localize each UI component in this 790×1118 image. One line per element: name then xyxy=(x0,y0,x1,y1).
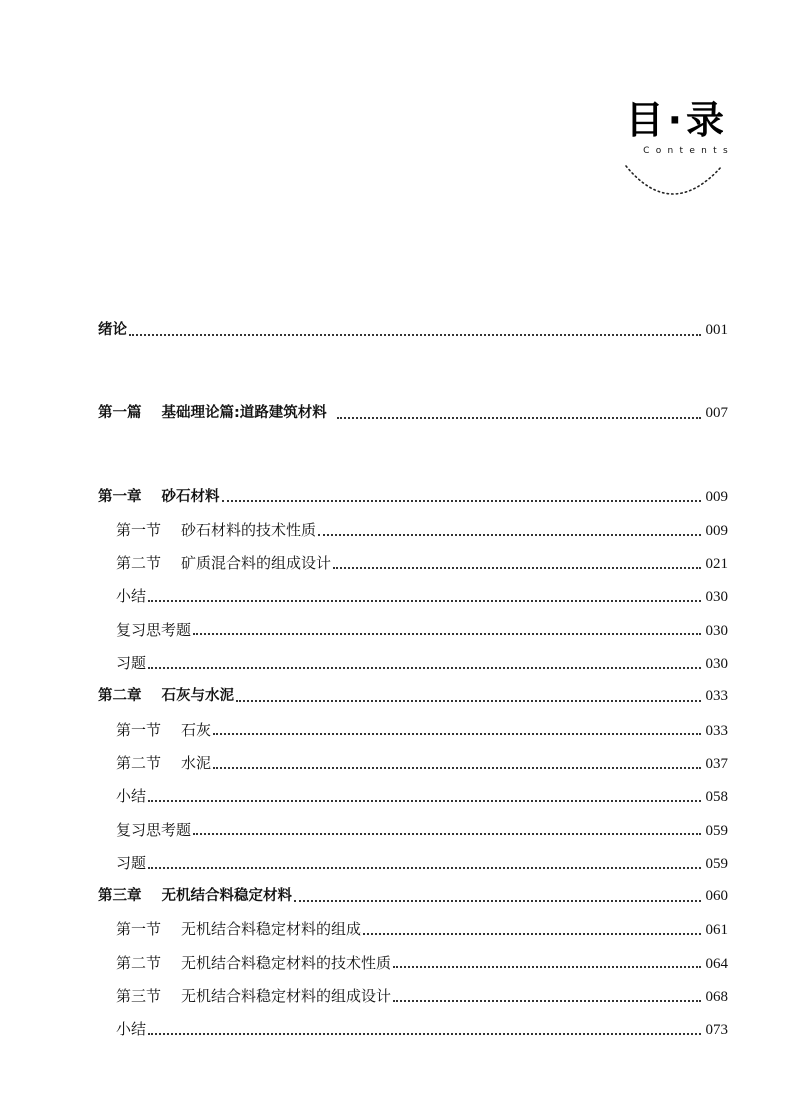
entry-title: 习题 xyxy=(116,654,147,673)
toc-entry-chapter-3[interactable] xyxy=(98,880,728,913)
toc-entry-section[interactable] xyxy=(98,747,728,780)
entry-page: 021 xyxy=(705,556,728,573)
entry-title: 矿质混合料的组成设计 xyxy=(181,554,332,573)
page-title: 目·录 xyxy=(625,98,728,142)
toc-entry-summary[interactable] xyxy=(98,780,728,813)
toc-entry-chapter-2[interactable] xyxy=(98,680,728,713)
entry-title: 绪论 xyxy=(98,322,127,338)
entry-page: 068 xyxy=(705,989,728,1006)
entry-title: 无机结合料稳定材料的组成 xyxy=(181,920,362,939)
entry-number: 第二节 xyxy=(116,953,162,972)
entry-page: 009 xyxy=(705,522,728,539)
dot-leader xyxy=(213,767,700,769)
entry-page: 009 xyxy=(705,488,728,505)
dot-leader xyxy=(213,733,700,735)
entry-number: 第一篇 xyxy=(98,405,142,422)
entry-title: 砂石材料 xyxy=(161,488,220,505)
entry-number: 第一节 xyxy=(116,720,162,739)
toc-entry-review-questions[interactable] xyxy=(98,814,728,847)
entry-page: 033 xyxy=(705,722,728,739)
toc-entry-intro[interactable] xyxy=(98,314,728,347)
entry-page: 033 xyxy=(705,688,728,705)
entry-title: 砂石材料的技术性质 xyxy=(181,520,317,539)
entry-page: 061 xyxy=(705,922,728,939)
entry-number: 第二节 xyxy=(116,554,162,573)
dot-leader xyxy=(148,800,700,802)
entry-number: 第二章 xyxy=(98,688,142,705)
toc-entry-section[interactable] xyxy=(98,547,728,580)
toc-entry-section[interactable] xyxy=(98,714,728,747)
dot-leader xyxy=(148,867,700,869)
dot-leader xyxy=(148,667,700,669)
dot-leader xyxy=(333,567,700,569)
entry-title: 复习思考题 xyxy=(116,620,192,639)
toc-entry-exercises[interactable] xyxy=(98,647,728,680)
toc-entry-summary[interactable] xyxy=(98,1013,728,1046)
entry-title: 水泥 xyxy=(181,753,212,772)
dot-leader xyxy=(294,900,701,902)
dot-leader xyxy=(318,534,700,536)
entry-page: 058 xyxy=(705,789,728,806)
toc-entry-section[interactable] xyxy=(98,514,728,547)
entry-page: 037 xyxy=(705,755,728,772)
toc-entry-exercises[interactable] xyxy=(98,847,728,880)
dot-leader xyxy=(236,700,701,702)
toc-entry-part-1[interactable] xyxy=(98,397,728,430)
entry-page: 001 xyxy=(705,322,728,338)
entry-page: 007 xyxy=(705,405,728,422)
page-subtitle: Contents xyxy=(643,146,734,156)
dot-leader xyxy=(337,417,701,419)
entry-number: 第三章 xyxy=(98,888,142,905)
entry-page: 059 xyxy=(705,822,728,839)
entry-title: 习题 xyxy=(116,853,147,872)
dot-leader xyxy=(393,1000,700,1002)
entry-title: 复习思考题 xyxy=(116,820,192,839)
entry-title: 石灰与水泥 xyxy=(161,688,234,705)
entry-page: 030 xyxy=(705,622,728,639)
dot-leader xyxy=(222,500,701,502)
entry-title: 无机结合料稳定材料的组成设计 xyxy=(181,987,392,1006)
dotted-arc-decoration xyxy=(622,164,726,204)
dot-leader xyxy=(129,334,701,336)
toc-entry-section[interactable] xyxy=(98,980,728,1013)
dot-leader xyxy=(193,633,700,635)
entry-number: 第三节 xyxy=(116,987,162,1006)
dot-leader xyxy=(363,933,700,935)
entry-title: 石灰 xyxy=(181,720,212,739)
entry-title: 无机结合料稳定材料 xyxy=(161,888,292,905)
toc-entry-section[interactable] xyxy=(98,913,728,946)
entry-number: 第一节 xyxy=(116,520,162,539)
toc-header xyxy=(618,98,734,156)
entry-title: 小结 xyxy=(116,1020,147,1039)
entry-page: 030 xyxy=(705,656,728,673)
entry-title: 无机结合料稳定材料的技术性质 xyxy=(181,953,392,972)
entry-page: 030 xyxy=(705,589,728,606)
entry-page: 060 xyxy=(705,888,728,905)
toc-entry-review-questions[interactable] xyxy=(98,614,728,647)
table-of-contents xyxy=(98,314,728,1047)
toc-entry-section[interactable] xyxy=(98,947,728,980)
entry-page: 064 xyxy=(705,955,728,972)
dot-leader xyxy=(148,1033,700,1035)
entry-number: 第一节 xyxy=(116,920,162,939)
toc-entry-chapter-1[interactable] xyxy=(98,481,728,514)
entry-title: 基础理论篇:道路建筑材料 xyxy=(161,405,327,422)
entry-number: 第二节 xyxy=(116,753,162,772)
entry-title: 小结 xyxy=(116,787,147,806)
entry-page: 059 xyxy=(705,855,728,872)
entry-page: 073 xyxy=(705,1022,728,1039)
dot-leader xyxy=(393,966,700,968)
toc-entry-summary[interactable] xyxy=(98,580,728,613)
entry-number: 第一章 xyxy=(98,488,142,505)
dot-leader xyxy=(148,600,700,602)
dot-leader xyxy=(193,833,700,835)
entry-title: 小结 xyxy=(116,587,147,606)
